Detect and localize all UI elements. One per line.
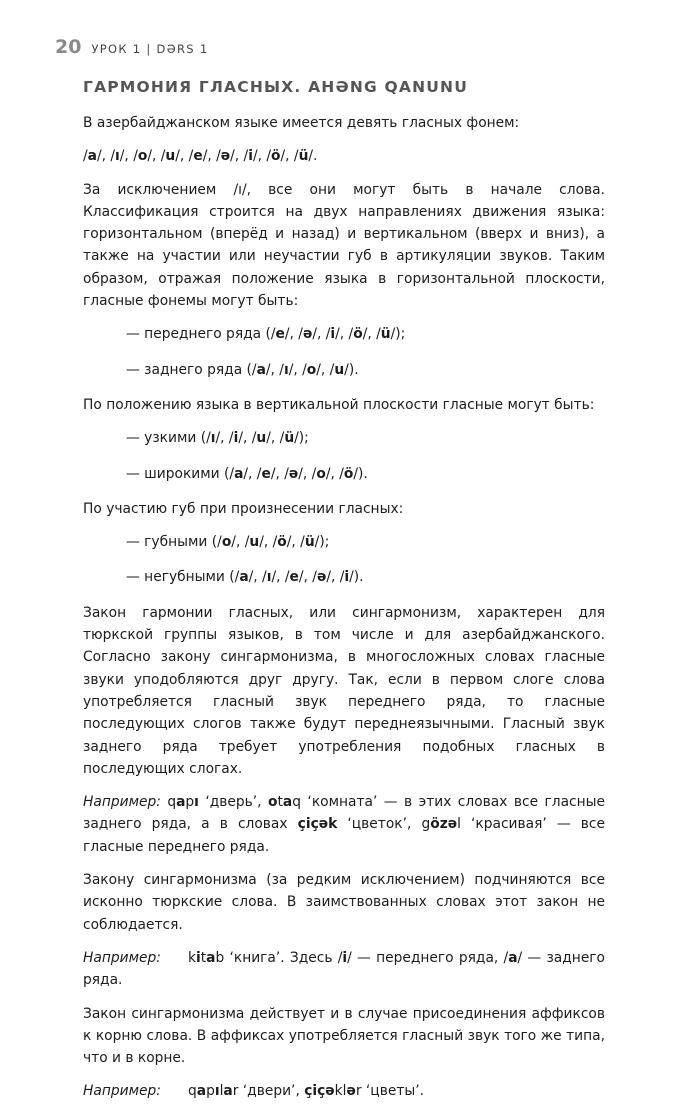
text-segment: /, / <box>362 326 381 343</box>
text-segment: p <box>185 794 195 811</box>
bold-vowel: ö <box>353 326 363 343</box>
text-segment: /, / <box>316 361 335 378</box>
text-segment: /, / <box>326 569 345 586</box>
paragraph <box>83 179 605 313</box>
text-segment: /); <box>314 534 330 551</box>
text-segment: /, / <box>230 148 249 165</box>
text-segment: ‘цветок’, g <box>337 816 431 833</box>
bold-vowel: o <box>306 361 317 378</box>
text-segment: — заднего ряда (/ <box>126 361 257 378</box>
text-segment: /, / <box>298 569 317 586</box>
bold-vowel: a <box>256 361 266 378</box>
text-segment: /, / <box>243 465 262 482</box>
bold-vowel: ı <box>210 430 216 447</box>
text-segment: t <box>200 949 207 966</box>
bold-vowel: o <box>268 794 278 811</box>
bold-vowel: a <box>196 1083 207 1100</box>
bold-vowel: ü <box>284 430 295 447</box>
bold-vowel: ı <box>115 148 120 165</box>
text-segment: /). <box>349 569 364 586</box>
text-segment: kl <box>334 1083 347 1100</box>
paragraph <box>83 602 605 780</box>
text-segment: q <box>167 794 177 811</box>
bold-vowel: ı <box>214 1083 220 1100</box>
bold-vowel: i <box>196 949 201 966</box>
example-label: Например: <box>83 1083 161 1100</box>
bold-vowel: ə <box>288 465 299 482</box>
text-segment: r ‘цветы’. <box>355 1083 425 1100</box>
text-segment: /, / <box>252 148 272 165</box>
bold-vowel: a <box>282 794 293 811</box>
paragraph <box>83 1080 605 1102</box>
text-segment: /, / <box>96 148 116 165</box>
text-segment: /); <box>390 326 406 343</box>
text-segment: — негубными (/ <box>126 569 240 586</box>
paragraph <box>83 1003 605 1070</box>
text-segment: t <box>277 794 283 811</box>
bold-vowel: özə <box>430 816 458 833</box>
text-segment: /, / <box>325 465 344 482</box>
bold-vowel: ö <box>271 148 281 165</box>
page-header <box>55 36 208 58</box>
bold-vowel: ə <box>346 1083 356 1100</box>
text-segment: /, / <box>248 569 267 586</box>
bold-vowel: u <box>334 361 345 378</box>
page-number: 20 <box>55 36 82 58</box>
text-segment: /. <box>308 148 318 165</box>
bold-vowel: ü <box>380 326 391 343</box>
bold-vowel: e <box>193 148 203 165</box>
text-segment: /, / <box>266 430 285 447</box>
bold-vowel: o <box>221 534 232 551</box>
text-segment: / — переднего ряда, / <box>347 949 509 966</box>
bold-vowel: u <box>249 534 260 551</box>
bold-vowel: ə <box>220 148 231 165</box>
example-label: Например: <box>83 794 168 811</box>
paragraph <box>83 145 605 167</box>
text-segment: /, / <box>284 326 303 343</box>
text-segment: /, / <box>215 430 234 447</box>
text-segment: В азербайджанском языке имеется девять гласных фонем: <box>83 115 520 131</box>
bold-vowel: e <box>261 465 271 482</box>
bold-vowel: ö <box>343 465 354 482</box>
text-segment: Закон гармонии гласных, или сингармонизм, характерен для тюркской группы языков, в том числе и для азербайджанского. Согласно закону сингармонизма, в многосложных словах гласные звуки уподобляются друг другу. Так, если в первом слоге слова употребляется гласный звук переднего ряда, то гласные последующих слогов также будут переднеязычными. Гласный звук заднего ряда требует употребления подобных гласных в последующих слогах. <box>83 604 605 777</box>
text-segment: q ‘комната’ — в этих словах все гласные заднего ряда, а в словах <box>83 794 606 833</box>
text-segment: /, / <box>288 361 307 378</box>
bold-vowel: ə <box>316 569 327 586</box>
text-segment: /, / <box>335 326 354 343</box>
text-segment: /, / <box>270 465 289 482</box>
text-segment: /, / <box>280 148 299 165</box>
text-segment: k <box>188 949 196 966</box>
text-segment: r ‘двери’, <box>232 1083 305 1100</box>
text-segment: q <box>188 1083 197 1100</box>
bold-vowel: i <box>342 949 348 966</box>
bold-vowel: o <box>137 148 148 165</box>
bold-vowel: ü <box>304 534 315 551</box>
text-segment: /, / <box>265 361 284 378</box>
bold-vowel: ı <box>266 569 272 586</box>
bold-vowel: ə <box>302 326 313 343</box>
text-segment: По участию губ при произнесении гласных: <box>83 500 404 517</box>
running-title: УРОК 1 | DƏRS 1 <box>91 42 209 56</box>
text-segment: l <box>219 1083 224 1100</box>
list-item <box>126 359 605 381</box>
bold-vowel: u <box>256 430 267 447</box>
text-segment: За исключением /ı/, все они могут быть в начале слова. Классификация строится на двух направлениях движения языка: горизонтальном (вперёд и назад) и вертикальном (вверх и вниз), а также на участии или неучастии губ в артикуляции звуков. Таким образом, отражая положение языка в горизонтальной плоскости, гласные фонемы могут быть: <box>83 181 605 310</box>
bold-vowel: a <box>176 794 186 811</box>
text-segment: p <box>206 1083 215 1100</box>
text-segment: /, / <box>231 534 250 551</box>
list-item <box>126 463 605 485</box>
bold-vowel: a <box>239 569 249 586</box>
paragraph <box>83 869 605 936</box>
bold-vowel: çiçək <box>297 816 338 833</box>
section-title: ГАРМОНИЯ ГЛАСНЫХ. AHƏNG QANUNU <box>83 78 469 96</box>
text-segment: /); <box>294 430 309 447</box>
text-segment: l ‘красивая’ — все гласные переднего ряда. <box>83 816 606 855</box>
bold-vowel: ü <box>298 148 309 165</box>
bold-vowel: a <box>206 949 216 966</box>
text-segment: Закон сингармонизма действует и в случае присоединения аффиксов к корню слова. В аффиксах употребляется гласный звук того же типа, что и в корне. <box>83 1005 605 1067</box>
bold-vowel: u <box>165 148 176 165</box>
text-segment: b ‘книга’. Здесь / <box>215 949 343 966</box>
text-segment: — переднего ряда (/ <box>126 326 276 343</box>
text-segment: /, / <box>298 465 317 482</box>
text-segment: ‘дверь’, <box>198 794 269 811</box>
text-segment: /, / <box>202 148 221 165</box>
bold-vowel: i <box>330 326 336 343</box>
text-segment: — широкими (/ <box>126 465 235 482</box>
bold-vowel: ö <box>277 534 287 551</box>
example-label: Например: <box>83 949 161 966</box>
text-segment: — губными (/ <box>126 534 222 551</box>
text-segment: /). <box>344 361 359 378</box>
text-segment: /). <box>353 465 368 482</box>
text-segment: /, / <box>119 148 138 165</box>
bold-vowel: a <box>223 1083 233 1100</box>
paragraph <box>83 791 605 858</box>
text-segment: /, / <box>147 148 166 165</box>
text-segment: Закону сингармонизма (за редким исключением) подчиняются все исконно тюркские слова. В заимствованных словах этот закон не соблюдается. <box>83 872 605 933</box>
bold-vowel: ı <box>194 794 199 811</box>
bold-vowel: çiçə <box>304 1083 335 1100</box>
text-segment: По положению языка в вертикальной плоскости гласные могут быть: <box>83 396 595 413</box>
text-segment: /, / <box>312 326 331 343</box>
text-segment: /, / <box>175 148 194 165</box>
text-segment: /, / <box>259 534 278 551</box>
bold-vowel: a <box>87 148 97 165</box>
paragraph <box>83 394 605 416</box>
bold-vowel: a <box>508 949 518 966</box>
text-segment: — узкими (/ <box>126 430 211 447</box>
bold-vowel: ı <box>283 361 289 378</box>
bold-vowel: o <box>316 465 326 482</box>
text-segment: /, / <box>271 569 290 586</box>
list-item <box>126 323 605 345</box>
text-segment: / — заднего ряда. <box>83 949 605 989</box>
bold-vowel: e <box>289 569 299 586</box>
page-content <box>83 78 605 1114</box>
paragraph <box>83 112 605 134</box>
bold-vowel: a <box>234 465 244 482</box>
bold-vowel: i <box>233 430 239 447</box>
bold-vowel: e <box>275 326 285 343</box>
text-segment: /, / <box>238 430 257 447</box>
text-segment: / <box>83 148 88 165</box>
list-item <box>126 427 605 449</box>
list-item <box>126 531 605 553</box>
bold-vowel: i <box>344 569 350 586</box>
paragraph <box>83 947 605 992</box>
body-text <box>83 112 605 1103</box>
text-segment: /, / <box>286 534 305 551</box>
list-item <box>126 566 605 588</box>
paragraph <box>83 498 605 520</box>
bold-vowel: i <box>248 148 253 165</box>
